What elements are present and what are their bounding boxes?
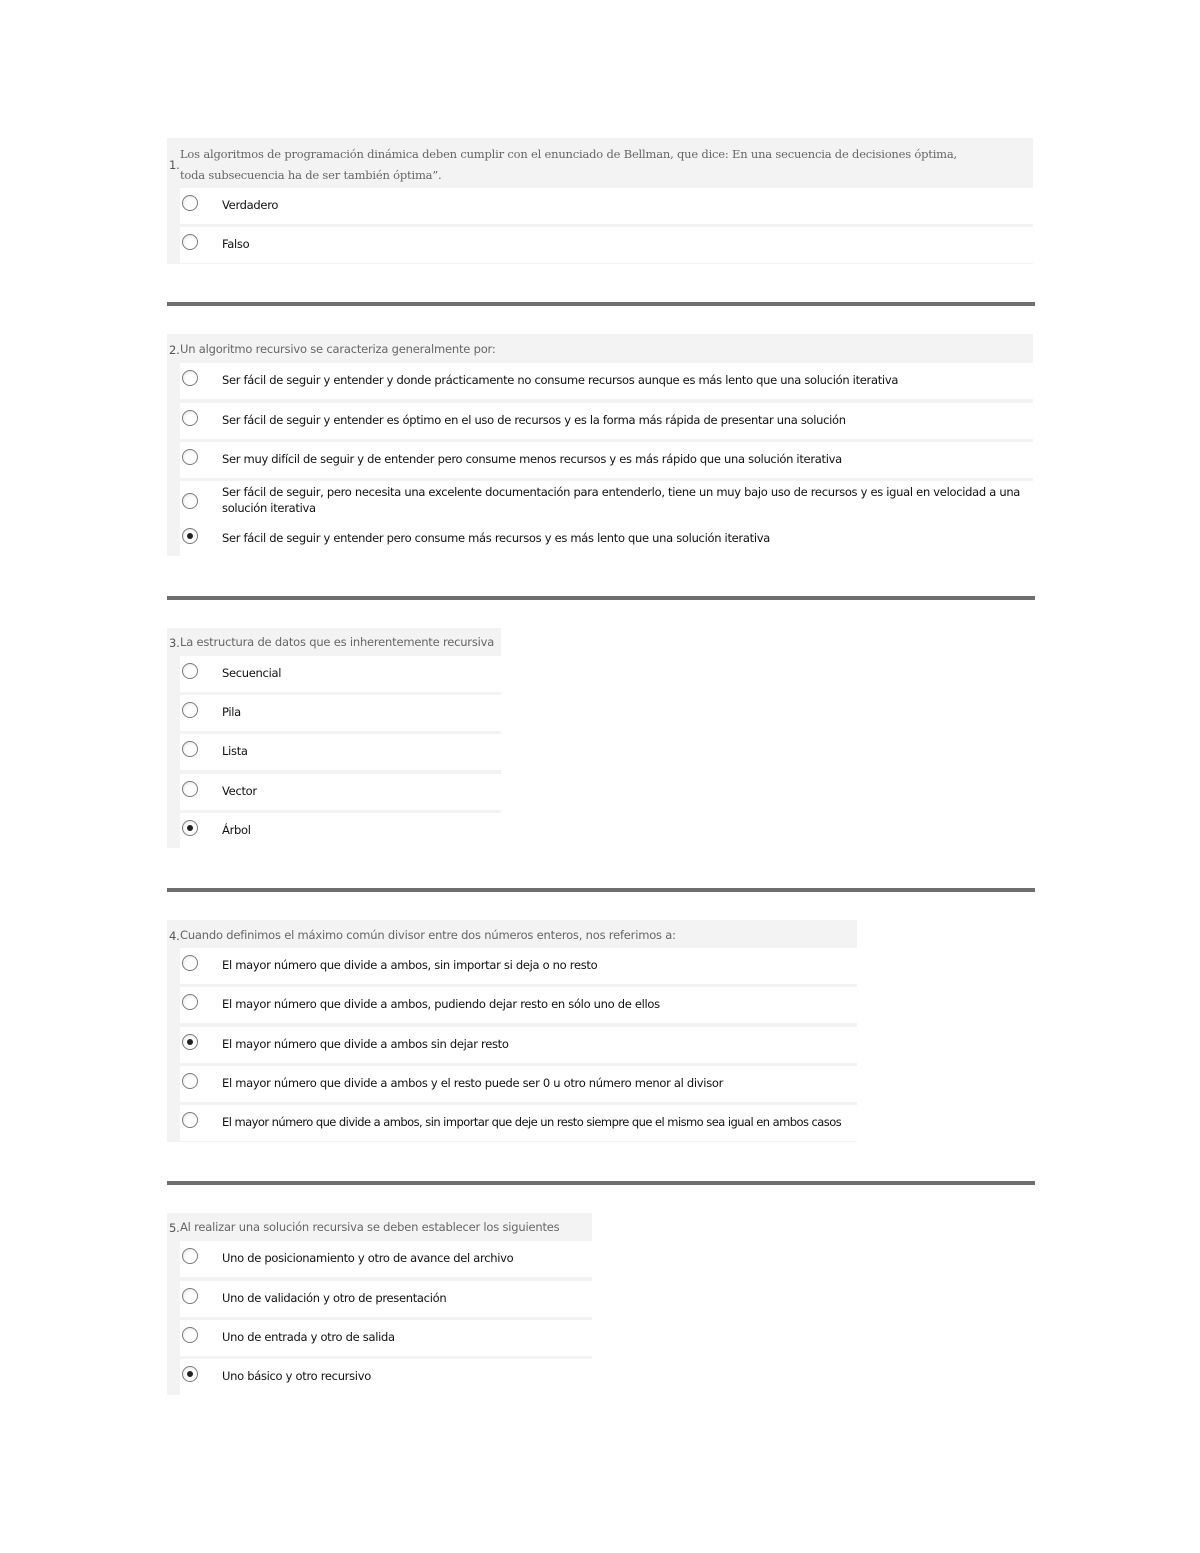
radio-button-checked[interactable]	[182, 820, 198, 836]
option-4[interactable]	[180, 1359, 592, 1395]
question-text: Los algoritmos de programación dinámica deben cumplir con el enunciado de Bellman, que dice: En una secuencia de decisiones óptima, toda subsecuencia ha de ser también óptima”.	[180, 147, 957, 182]
question-number: 2.	[169, 343, 180, 357]
radio-button[interactable]	[182, 781, 198, 797]
radio-button[interactable]	[182, 1248, 198, 1264]
option-label: Uno básico y otro recursivo	[220, 1359, 592, 1395]
question-text: La estructura de datos que es inherentemente recursiva	[180, 635, 495, 649]
question-4	[167, 920, 857, 1142]
radio-button[interactable]	[182, 741, 198, 757]
radio-button[interactable]	[182, 370, 198, 386]
option-lista[interactable]	[180, 734, 501, 770]
question-2	[167, 334, 1033, 556]
option-3[interactable]	[180, 442, 1033, 478]
question-1	[167, 138, 1033, 264]
option-label: Uno de validación y otro de presentación	[220, 1281, 592, 1317]
radio-button-checked[interactable]	[182, 1366, 198, 1382]
option-falso[interactable]	[180, 227, 1033, 263]
radio-button[interactable]	[182, 702, 198, 718]
option-2[interactable]	[180, 403, 1033, 439]
option-label: El mayor número que divide a ambos, sin importar que deje un resto siempre que el mismo sea igual en ambos casos	[220, 1105, 857, 1141]
option-label: Vector	[220, 774, 501, 810]
option-label: Árbol	[220, 813, 501, 849]
option-label: Verdadero	[220, 188, 1033, 224]
option-1[interactable]	[180, 1241, 592, 1277]
option-4[interactable]	[180, 1066, 857, 1102]
option-5[interactable]	[180, 1105, 857, 1141]
option-verdadero[interactable]	[180, 188, 1033, 224]
divider	[167, 1181, 1035, 1185]
radio-button-checked[interactable]	[182, 528, 198, 544]
option-label: El mayor número que divide a ambos sin dejar resto	[220, 1027, 857, 1063]
question-3	[167, 628, 501, 848]
option-label: Uno de posicionamiento y otro de avance del archivo	[220, 1241, 592, 1277]
option-3[interactable]	[180, 1027, 857, 1063]
radio-button[interactable]	[182, 955, 198, 971]
question-number: 1.	[169, 158, 180, 172]
radio-button[interactable]	[182, 195, 198, 211]
option-label: Falso	[220, 227, 1033, 263]
radio-button[interactable]	[182, 1112, 198, 1128]
option-secuencial[interactable]	[180, 656, 501, 692]
divider	[167, 596, 1035, 600]
option-5[interactable]	[180, 521, 1033, 557]
radio-button-checked[interactable]	[182, 1034, 198, 1050]
radio-button[interactable]	[182, 1327, 198, 1343]
option-2[interactable]	[180, 1281, 592, 1317]
radio-button[interactable]	[182, 493, 198, 509]
option-arbol[interactable]	[180, 813, 501, 849]
option-label: Ser fácil de seguir y entender es óptimo en el uso de recursos y es la forma más rápida de presentar una solución	[220, 403, 1033, 439]
radio-button[interactable]	[182, 1073, 198, 1089]
option-label: Ser muy difícil de seguir y de entender pero consume menos recursos y es más rápido que una solución iterativa	[220, 442, 1033, 478]
question-number: 5.	[169, 1221, 180, 1235]
option-2[interactable]	[180, 987, 857, 1023]
question-5	[167, 1213, 592, 1395]
question-number: 3.	[169, 636, 180, 650]
option-4[interactable]	[180, 481, 1033, 521]
divider	[167, 888, 1035, 892]
option-label: Secuencial	[220, 656, 501, 692]
option-label: Uno de entrada y otro de salida	[220, 1320, 592, 1356]
option-label: Ser fácil de seguir y entender y donde prácticamente no consume recursos aunque es más lento que una solución iterativa	[220, 363, 1033, 399]
option-label: El mayor número que divide a ambos, pudiendo dejar resto en sólo uno de ellos	[220, 987, 857, 1023]
radio-button[interactable]	[182, 994, 198, 1010]
radio-button[interactable]	[182, 663, 198, 679]
option-label: Ser fácil de seguir y entender pero consume más recursos y es más lento que una solución iterativa	[220, 521, 1033, 557]
option-3[interactable]	[180, 1320, 592, 1356]
radio-button[interactable]	[182, 234, 198, 250]
radio-button[interactable]	[182, 410, 198, 426]
option-label: Pila	[220, 695, 501, 731]
question-text: Un algoritmo recursivo se caracteriza generalmente por:	[180, 342, 496, 356]
option-pila[interactable]	[180, 695, 501, 731]
radio-button[interactable]	[182, 1288, 198, 1304]
option-label: El mayor número que divide a ambos y el resto puede ser 0 u otro número menor al divisor	[220, 1066, 857, 1102]
option-label: Ser fácil de seguir, pero necesita una excelente documentación para entenderlo, tiene un muy bajo uso de recursos y es igual en velocidad a una solución iterativa	[220, 481, 1033, 521]
question-text: Cuando definimos el máximo común divisor entre dos números enteros, nos referimos a:	[180, 928, 676, 942]
option-1[interactable]	[180, 363, 1033, 399]
question-text: Al realizar una solución recursiva se deben establecer los siguientes	[180, 1220, 560, 1234]
option-1[interactable]	[180, 948, 857, 984]
divider	[167, 302, 1035, 306]
option-label: El mayor número que divide a ambos, sin importar si deja o no resto	[220, 948, 857, 984]
question-number: 4.	[169, 929, 180, 943]
radio-button[interactable]	[182, 449, 198, 465]
option-vector[interactable]	[180, 774, 501, 810]
option-label: Lista	[220, 734, 501, 770]
